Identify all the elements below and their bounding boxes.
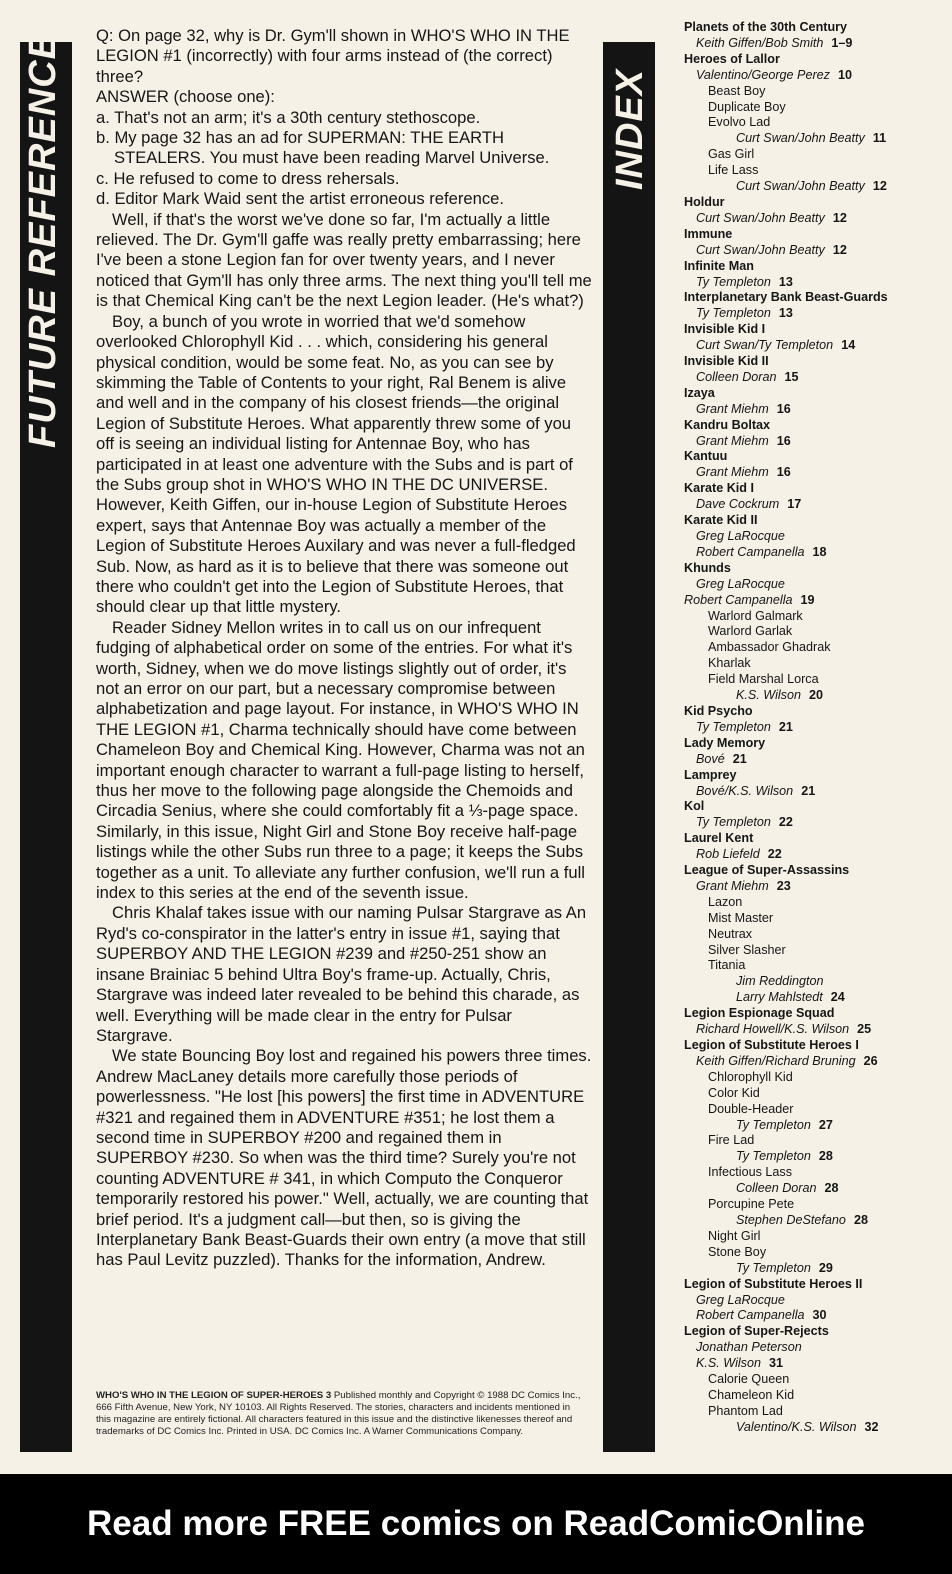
index-credit-text: Grant Miehm xyxy=(696,465,769,480)
index-heading-text: Interplanetary Bank Beast-Guards xyxy=(684,290,888,305)
index-entry-heading xyxy=(680,863,942,879)
index-subentry xyxy=(680,1086,942,1102)
index-entry-heading xyxy=(680,20,942,36)
index-page-number: 10 xyxy=(837,67,852,82)
index-credit xyxy=(680,68,942,84)
index-credit xyxy=(680,815,942,831)
index-subentry-text: Warlord Galmark xyxy=(708,608,803,623)
index-subentry xyxy=(680,640,942,656)
index-credit xyxy=(680,577,942,593)
index-entry-heading xyxy=(680,449,942,465)
index-credit xyxy=(680,1420,942,1436)
index-credit-text: Curt Swan/John Beatty xyxy=(696,210,825,225)
index-entry-heading xyxy=(680,418,942,434)
index-credit xyxy=(680,990,942,1006)
index-credit xyxy=(680,36,942,52)
index-credit-text: Stephen DeStefano xyxy=(736,1212,846,1227)
index-credit xyxy=(680,1356,942,1372)
index-subentry-text: Life Lass xyxy=(708,163,759,178)
index-subentry xyxy=(680,1372,942,1388)
index-credit-text: Valentino/George Perez xyxy=(696,67,830,82)
index-credit-text: Rob Liefeld xyxy=(696,847,760,862)
index-heading-text: Karate Kid I xyxy=(684,481,754,496)
index-credit xyxy=(680,306,942,322)
index-credit-text: Greg LaRocque xyxy=(696,1292,785,1307)
index-subentry xyxy=(680,1388,942,1404)
index-credit-text: Grant Miehm xyxy=(696,401,769,416)
answer-option: c. He refused to come to dress rehersals. xyxy=(96,168,400,188)
index-credit xyxy=(680,879,942,895)
index-heading-text: Kol xyxy=(684,799,705,814)
index-subentry xyxy=(680,147,942,163)
index-title: INDEX xyxy=(609,68,651,190)
letter-paragraph: We state Bouncing Boy lost and regained his powers three times. Andrew MacLaney details more carefully those periods of powerlessness. "He lost [his powers] the first time in ADVENTURE #321 and regained them in ADVENTURE #351; he lost them a second time in SUPERBOY #200 and regained them in SUPERBOY #230. So when was the third time? Surely you're not counting ADVENTURE # 341, in which Computo the Conqueror temporarily restored his power." Well, actually, we are counting that brief period. It's a judgment call—but then, so is giving the Interplanetary Bank Beast-Guards their own entry (a move that still has Paul Levitz puzzled). Thanks for the information, Andrew. xyxy=(96,1046,592,1270)
index-entry-heading xyxy=(680,1038,942,1054)
index-heading-text: Legion of Substitute Heroes I xyxy=(684,1038,859,1052)
index-subentry-text: Lazon xyxy=(708,894,743,909)
legal-notice xyxy=(96,1390,586,1438)
index-credit xyxy=(680,179,942,195)
index-credit-text: Robert Campanella xyxy=(684,592,793,607)
index-subentry-text: Gas Girl xyxy=(708,147,755,162)
index-credit xyxy=(680,529,942,545)
index-entry-heading xyxy=(680,259,942,275)
index-subentry-text: Phantom Lad xyxy=(708,1403,783,1418)
index-entry-heading xyxy=(680,736,942,752)
index-subentry xyxy=(680,958,942,974)
answer-options xyxy=(96,108,592,210)
index-entry-heading xyxy=(680,704,942,720)
index-credit-text: Larry Mahlstedt xyxy=(736,990,823,1005)
index-heading-text: Lady Memory xyxy=(684,735,766,750)
index-page-number: 27 xyxy=(818,1117,833,1132)
index-credit xyxy=(680,338,942,354)
index-credit xyxy=(680,784,942,800)
index-credit xyxy=(680,434,942,450)
index-subentry-text: Mist Master xyxy=(708,910,774,925)
index-credit xyxy=(680,545,942,561)
index-page-number: 28 xyxy=(824,1181,839,1196)
index-page-number: 21 xyxy=(778,719,793,734)
index-heading-text: Infinite Man xyxy=(684,258,754,273)
index-credit-text: Ty Templeton xyxy=(696,306,771,321)
index-entry-heading xyxy=(680,354,942,370)
index-page-number: 25 xyxy=(857,1022,872,1037)
index-credit-text: Curt Swan/John Beatty xyxy=(696,242,825,257)
index-page-number: 13 xyxy=(778,274,793,289)
index-credit xyxy=(680,1308,942,1324)
index-heading-text: Legion of Super-Rejects xyxy=(684,1324,829,1339)
index-page-number: 26 xyxy=(863,1053,878,1068)
index-page-number: 15 xyxy=(784,369,799,384)
index-credit-text: Colleen Doran xyxy=(736,1181,817,1196)
index-credit-text: Dave Cockrum xyxy=(696,497,780,512)
index-subentry-text: Infectious Lass xyxy=(708,1165,793,1180)
index-heading-text: Legion Espionage Squad xyxy=(684,1006,835,1021)
index-subentry-text: Titania xyxy=(708,958,746,973)
index-credit-text: Richard Howell/K.S. Wilson xyxy=(696,1022,850,1037)
index-entry-heading xyxy=(680,195,942,211)
index-credit xyxy=(680,974,942,990)
index-subentry-text: Chameleon Kid xyxy=(708,1387,795,1402)
index-heading-text: Kid Psycho xyxy=(684,703,753,718)
index-page-number: 14 xyxy=(841,338,856,353)
index-subentry-text: Beast Boy xyxy=(708,83,766,98)
index-heading-text: Legion of Substitute Heroes II xyxy=(684,1276,863,1291)
index-entry-heading xyxy=(680,768,942,784)
index-subentry-text: Neutrax xyxy=(708,926,753,941)
index-subentry xyxy=(680,1133,942,1149)
index-credit xyxy=(680,752,942,768)
index-subentry-text: Ambassador Ghadrak xyxy=(708,640,831,655)
index-subentry-text: Duplicate Boy xyxy=(708,99,786,114)
index-entry-heading xyxy=(680,1277,942,1293)
index-heading-text: Holdur xyxy=(684,194,725,209)
index-credit-text: Curt Swan/John Beatty xyxy=(736,131,865,146)
index-credit-text: Valentino/K.S. Wilson xyxy=(736,1419,857,1434)
index-credit xyxy=(680,720,942,736)
index-credit-text: Greg LaRocque xyxy=(696,529,785,543)
index-credit-text: Ty Templeton xyxy=(696,815,771,830)
legal-text: Published monthly and Copyright © 1988 DC Comics Inc., 666 Fifth Avenue, New York, NY 10103. All Rights Reserved. The stories, characters and incidents mentioned in this magazine are entirely fictional. All characters featured in this issue and the distinctive likenesses thereof and trademarks of DC Comics Inc. Printed in USA. DC Comics Inc. A Warner Communications Company. xyxy=(96,1390,581,1437)
index-credit-text: Bové xyxy=(696,751,725,766)
index-subentry xyxy=(680,1102,942,1118)
index-page-number: 12 xyxy=(832,242,847,257)
index-entry-heading xyxy=(680,227,942,243)
index-heading-text: Planets of the 30th Century xyxy=(684,20,848,34)
index-subentry-text: Double-Header xyxy=(708,1101,794,1116)
index-credit xyxy=(680,370,942,386)
index-credit-text: Keith Giffen/Bob Smith xyxy=(696,35,824,50)
index-subentry xyxy=(680,927,942,943)
index-page-number: 18 xyxy=(812,544,827,559)
index-page-number: 31 xyxy=(768,1356,783,1371)
index-heading-text: Karate Kid II xyxy=(684,513,758,528)
letter-paragraph: Reader Sidney Mellon writes in to call us on our infrequent fudging of alphabetical order on some of the entries. For what it's worth, Sidney, when we do move listings slightly out of order, it's not an error on our part, but a necessary compromise between alphabetization and page layout. For instance, in WHO'S WHO IN THE LEGION #1, Charma technically should have come between Chameleon Boy and Chemical King. However, Charma was not an important enough character to warrant a full-page listing to herself, thus her move to the following page alongside the Chemoids and Circadia Senius, where she could comfortably fit a ⅓-page space. Similarly, in this issue, Night Girl and Stone Boy receive half-page listings while the other Subs run three to a page; it keeps the Subs together as a unit. To alleviate any further confusion, we'll run a full index to this series at the end of the seventh issue. xyxy=(96,617,585,903)
index-subentry-text: Porcupine Pete xyxy=(708,1197,795,1212)
legal-title: WHO'S WHO IN THE LEGION OF SUPER-HEROES 3 xyxy=(96,1390,332,1401)
index-credit xyxy=(680,1261,942,1277)
index-credit-text: Ty Templeton xyxy=(696,719,771,734)
index-subentry-text: Chlorophyll Kid xyxy=(708,1069,793,1084)
index-page-number: 21 xyxy=(801,783,816,798)
index-entry-heading xyxy=(680,831,942,847)
index-credit xyxy=(680,131,942,147)
index-page-number: 16 xyxy=(776,433,791,448)
letter-paragraph: Well, if that's the worst we've done so far, I'm actually a little relieved. The Dr. Gym'll gaffe was really pretty embarrassing; here I've been a stone Legion fan for over twenty years, and I never noticed that Gym'll has only three arms. The next thing you'll tell me is that Chemical King can't be the next Legion leader. (He's what?) xyxy=(96,209,592,311)
index-entry-heading xyxy=(680,1324,942,1340)
index-subentry xyxy=(680,943,942,959)
index-page-number: 30 xyxy=(812,1308,827,1323)
index-subentry-text: Warlord Garlak xyxy=(708,624,793,639)
index-subentry-text: Color Kid xyxy=(708,1085,760,1100)
index-page-number: 21 xyxy=(732,751,747,766)
index-heading-text: Izaya xyxy=(684,385,715,400)
index-page-number: 28 xyxy=(853,1212,868,1227)
index-page-number: 22 xyxy=(767,847,782,862)
index-credit-text: Grant Miehm xyxy=(696,433,769,448)
index-credit xyxy=(680,465,942,481)
index-page-number: 22 xyxy=(778,815,793,830)
letter-paragraph: Boy, a bunch of you wrote in worried that we'd somehow overlooked Chlorophyll Kid . . . which, considering his general physical condition, would be some feat. No, as you can see by skimming the Table of Contents to your right, Ral Benem is alive and well and in the company of his closest friends—the original Legion of Substitute Heroes. What apparently threw some of you off is seeing an individual listing for Antennae Boy, who has participated in at least one adventure with the Subs and is part of the Subs group shot in WHO'S WHO IN THE DC UNIVERSE. However, Keith Giffen, our in-house Legion of Substitute Heroes expert, says that Antennae Boy was actually a member of the Legion of Substitute Heroes Auxilary and was never a full-fledged Sub. Now, as hard as it is to believe that there was someone out there who couldn't get into the Legion of Substitute Heroes, that should clear up that little mystery. xyxy=(96,311,576,617)
index-subentry xyxy=(680,1165,942,1181)
index-subentry xyxy=(680,609,942,625)
index-heading-text: Heroes of Lallor xyxy=(684,51,780,66)
index-subentry-text: Evolvo Lad xyxy=(708,115,771,130)
answer-option: d. Editor Mark Waid sent the artist erroneous reference. xyxy=(96,189,504,209)
index-subentry xyxy=(680,624,942,640)
index-page-number: 11 xyxy=(872,131,887,146)
index-entry-heading xyxy=(680,561,942,577)
index-credit xyxy=(680,1149,942,1165)
index-credit xyxy=(680,1022,942,1038)
index-page-number: 12 xyxy=(832,210,847,225)
index-credit xyxy=(680,1118,942,1134)
index-credit-text: Greg LaRocque xyxy=(696,576,785,591)
index-subentry-text: Calorie Queen xyxy=(708,1372,790,1387)
index-subentry xyxy=(680,115,942,131)
index-page-number: 32 xyxy=(864,1419,879,1434)
index-heading-text: League of Super-Assassins xyxy=(684,863,850,878)
future-reference-title: FUTURE REFERENCE xyxy=(22,32,64,448)
index-credit xyxy=(680,1054,942,1070)
index-entry-heading xyxy=(680,799,942,815)
index-credit xyxy=(680,211,942,227)
index-subentry xyxy=(680,84,942,100)
index-credit-text: Curt Swan/Ty Templeton xyxy=(696,338,834,353)
index-credit-text: Robert Campanella xyxy=(696,544,805,559)
index-page-number: 1–9 xyxy=(831,35,853,50)
index-credit xyxy=(680,593,942,609)
index-page-number: 13 xyxy=(778,306,793,321)
index-page-number: 24 xyxy=(830,990,845,1005)
read-more-banner[interactable] xyxy=(0,1474,952,1574)
index-subentry xyxy=(680,656,942,672)
index-credit-text: Colleen Doran xyxy=(696,369,777,384)
index-credit-text: Jonathan Peterson xyxy=(696,1340,802,1355)
index-credit-text: Ty Templeton xyxy=(736,1260,811,1275)
index-credit-text: K.S. Wilson xyxy=(736,688,801,703)
index-credit xyxy=(680,1213,942,1229)
index-credit xyxy=(680,688,942,704)
index-heading-text: Kandru Boltax xyxy=(684,417,771,432)
index-credit xyxy=(680,1293,942,1309)
index-subentry xyxy=(680,911,942,927)
answer-option: b. My page 32 has an ad for SUPERMAN: THE EARTH STEALERS. You must have been reading Marvel Universe. xyxy=(96,128,550,168)
banner-text: Read more FREE comics on ReadComicOnline xyxy=(87,1504,865,1543)
index-entry-heading xyxy=(680,481,942,497)
index-credit-text: Ty Templeton xyxy=(696,274,771,289)
index-entry-heading xyxy=(680,386,942,402)
index-subentry-text: Fire Lad xyxy=(708,1133,755,1148)
index-bar xyxy=(603,42,655,1452)
index-subentry-text: Night Girl xyxy=(708,1228,761,1243)
index-heading-text: Khunds xyxy=(684,560,731,575)
index-credit xyxy=(680,1340,942,1356)
index-page-number: 20 xyxy=(808,688,823,703)
index-entry-heading xyxy=(680,290,942,306)
index-heading-text: Kantuu xyxy=(684,449,728,464)
index-subentry-text: Field Marshal Lorca xyxy=(708,672,819,687)
index-credit xyxy=(680,275,942,291)
index-entry-heading xyxy=(680,513,942,529)
index-subentry xyxy=(680,895,942,911)
index-credit xyxy=(680,402,942,418)
index-subentry xyxy=(680,1229,942,1245)
index-credit-text: Ty Templeton xyxy=(736,1149,811,1164)
index-subentry-text: Kharlak xyxy=(708,656,751,671)
index-page-number: 17 xyxy=(787,497,802,512)
letters-column xyxy=(96,26,592,1271)
index-credit-text: Bové/K.S. Wilson xyxy=(696,783,794,798)
answer-label: ANSWER (choose one): xyxy=(96,87,275,107)
index-entry-heading xyxy=(680,52,942,68)
index-credit-text: Jim Reddington xyxy=(736,974,824,989)
index-heading-text: Lamprey xyxy=(684,767,737,782)
index-page-number: 16 xyxy=(776,465,791,480)
index-page-number: 12 xyxy=(872,179,887,194)
index-heading-text: Laurel Kent xyxy=(684,831,754,846)
index-list xyxy=(680,20,942,1436)
index-subentry xyxy=(680,1245,942,1261)
answer-option: a. That's not an arm; it's a 30th century stethoscope. xyxy=(96,107,481,127)
index-heading-text: Invisible Kid II xyxy=(684,354,769,369)
index-credit-text: Curt Swan/John Beatty xyxy=(736,179,865,194)
index-page-number: 28 xyxy=(818,1149,833,1164)
letter-paragraph: Chris Khalaf takes issue with our naming Pulsar Stargrave as An Ryd's co-conspirator in the latter's entry in issue #1, saying that SUPERBOY AND THE LEGION #239 and #250-251 show an insane Brainiac 5 behind Ultra Boy's frame-up. Actually, Chris, Stargrave was indeed later revealed to be behind this charade, as well. Everything will be made clear in the entry for Pulsar Stargrave. xyxy=(96,903,587,1045)
index-subentry xyxy=(680,163,942,179)
index-page-number: 16 xyxy=(776,401,791,416)
question-text: Q: On page 32, why is Dr. Gym'll shown in WHO'S WHO IN THE LEGION #1 (incorrectly) with four arms instead of (the correct) three? xyxy=(96,26,570,86)
index-credit-text: Grant Miehm xyxy=(696,878,769,893)
index-credit-text: Ty Templeton xyxy=(736,1117,811,1132)
index-entry-heading xyxy=(680,322,942,338)
index-credit-text: Keith Giffen/Richard Bruning xyxy=(696,1053,856,1068)
index-subentry xyxy=(680,100,942,116)
index-credit xyxy=(680,243,942,259)
index-subentry-text: Stone Boy xyxy=(708,1244,767,1259)
index-page-number: 19 xyxy=(800,592,815,607)
index-credit xyxy=(680,847,942,863)
index-credit xyxy=(680,1181,942,1197)
index-page-number: 29 xyxy=(818,1260,833,1275)
index-heading-text: Immune xyxy=(684,226,733,241)
letter-paragraphs xyxy=(96,210,592,1271)
index-subentry-text: Silver Slasher xyxy=(708,942,786,957)
index-heading-text: Invisible Kid I xyxy=(684,322,766,337)
index-entry-heading xyxy=(680,1006,942,1022)
index-credit-text: Robert Campanella xyxy=(696,1308,805,1323)
index-subentry xyxy=(680,1197,942,1213)
index-subentry xyxy=(680,1070,942,1086)
index-subentry xyxy=(680,672,942,688)
index-credit xyxy=(680,497,942,513)
index-credit-text: K.S. Wilson xyxy=(696,1356,761,1371)
index-page-number: 23 xyxy=(776,878,791,893)
index-subentry xyxy=(680,1404,942,1420)
